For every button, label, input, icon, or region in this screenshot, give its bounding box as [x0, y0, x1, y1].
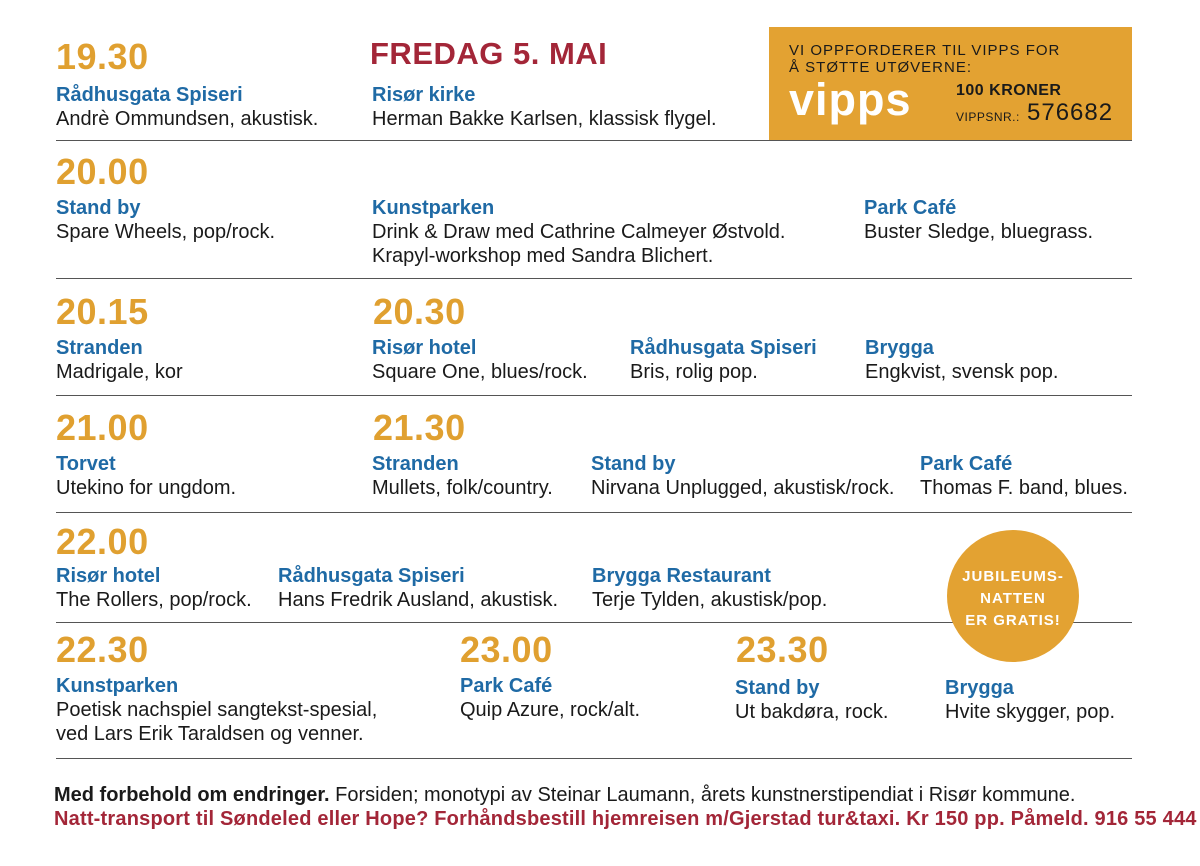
- venue-label: Risør hotel: [372, 337, 477, 359]
- venue-label: Brygga: [945, 677, 1014, 699]
- venue-label: Brygga: [865, 337, 934, 359]
- venue-label: Kunstparken: [56, 675, 179, 697]
- event-description: Mullets, folk/country.: [372, 477, 553, 499]
- venue-label: Torvet: [56, 453, 116, 475]
- event-description: Madrigale, kor: [56, 361, 183, 383]
- venue-label: Brygga Restaurant: [592, 565, 771, 587]
- event-description: Andrè Ommundsen, akustisk.: [56, 108, 319, 130]
- badge-line1: JUBILEUMS-: [962, 568, 1064, 585]
- event-description: Poetisk nachspiel sangtekst-spesial,: [56, 699, 378, 721]
- time-2300: 23.00: [460, 629, 553, 670]
- event-description-line2: ved Lars Erik Taraldsen og venner.: [56, 723, 364, 745]
- time-2100: 21.00: [56, 407, 149, 448]
- free-entry-badge: [947, 530, 1079, 662]
- event-description: Bris, rolig pop.: [630, 361, 758, 383]
- venue-label: Park Café: [460, 675, 553, 697]
- venue-label: Stand by: [735, 677, 820, 699]
- page-title: FREDAG 5. MAI: [370, 36, 608, 71]
- event-description: Square One, blues/rock.: [372, 361, 588, 383]
- vipps-number: 576682: [1027, 99, 1114, 126]
- event-description: Ut bakdøra, rock.: [735, 701, 889, 723]
- time-2030: 20.30: [373, 291, 466, 332]
- time-2015: 20.15: [56, 291, 149, 332]
- time-2130: 21.30: [373, 407, 466, 448]
- time-2230: 22.30: [56, 629, 149, 670]
- venue-label: Risør hotel: [56, 565, 161, 587]
- divider: [56, 395, 1132, 396]
- footer-transport: Natt-transport til Søndeled eller Hope? Forhåndsbestill hjemreisen m/Gjerstad tur&taxi. Kr 150 pp. Påmeld. 916 55 444: [54, 808, 1197, 830]
- vipps-number-label: VIPPSNR.:: [956, 110, 1020, 124]
- event-description: Nirvana Unplugged, akustisk/rock.: [591, 477, 895, 499]
- footer-note-rest: Forsiden; monotypi av Steinar Laumann, årets kunstnerstipendiat i Risør kommune.: [329, 784, 1076, 806]
- event-description: Drink & Draw med Cathrine Calmeyer Østvold.: [372, 221, 786, 243]
- venue-label: Kunstparken: [372, 197, 495, 219]
- venue-label: Stand by: [56, 197, 141, 219]
- venue-label: Park Café: [864, 197, 957, 219]
- footer-note: [54, 783, 1075, 807]
- divider: [56, 278, 1132, 279]
- vipps-amount: 100 KRONER: [956, 82, 1062, 99]
- venue-label: Park Café: [920, 453, 1013, 475]
- vipps-info: [789, 42, 1060, 76]
- badge-line3: ER GRATIS!: [965, 612, 1061, 629]
- vipps-box: [769, 27, 1132, 140]
- event-description: Buster Sledge, bluegrass.: [864, 221, 1094, 243]
- venue-label: Rådhusgata Spiseri: [278, 565, 465, 587]
- event-description: Engkvist, svensk pop.: [865, 361, 1059, 383]
- event-description: Spare Wheels, pop/rock.: [56, 221, 275, 243]
- event-description: Terje Tylden, akustisk/pop.: [592, 589, 828, 611]
- divider: [56, 140, 1132, 141]
- event-description: Herman Bakke Karlsen, klassisk flygel.: [372, 108, 717, 130]
- event-description: The Rollers, pop/rock.: [56, 589, 252, 611]
- divider: [56, 758, 1132, 759]
- time-2000: 20.00: [56, 151, 149, 192]
- event-description-line2: Krapyl-workshop med Sandra Blichert.: [372, 245, 714, 267]
- venue-label: Rådhusgata Spiseri: [630, 337, 817, 359]
- venue-label: Rådhusgata Spiseri: [56, 84, 243, 106]
- vipps-info-line2: Å STØTTE UTØVERNE:: [789, 59, 973, 76]
- event-description: Utekino for ungdom.: [56, 477, 237, 499]
- venue-label: Risør kirke: [372, 84, 476, 106]
- vipps-logo: vipps: [789, 74, 912, 125]
- time-1930: 19.30: [56, 36, 149, 77]
- event-description: Thomas F. band, blues.: [920, 477, 1128, 499]
- event-description: Hans Fredrik Ausland, akustisk.: [278, 589, 559, 611]
- vipps-info-line1: VI OPPFORDERER TIL VIPPS FOR: [789, 42, 1061, 59]
- divider: [56, 512, 1132, 513]
- time-2200: 22.00: [56, 521, 149, 562]
- time-2330: 23.30: [736, 629, 829, 670]
- venue-label: Stand by: [591, 453, 676, 475]
- event-description: Quip Azure, rock/alt.: [460, 699, 641, 721]
- badge-line2: NATTEN: [980, 590, 1046, 607]
- event-description: Hvite skygger, pop.: [945, 701, 1116, 723]
- footer-note-bold: Med forbehold om endringer.: [54, 784, 330, 806]
- venue-label: Stranden: [372, 453, 459, 475]
- venue-label: Stranden: [56, 337, 143, 359]
